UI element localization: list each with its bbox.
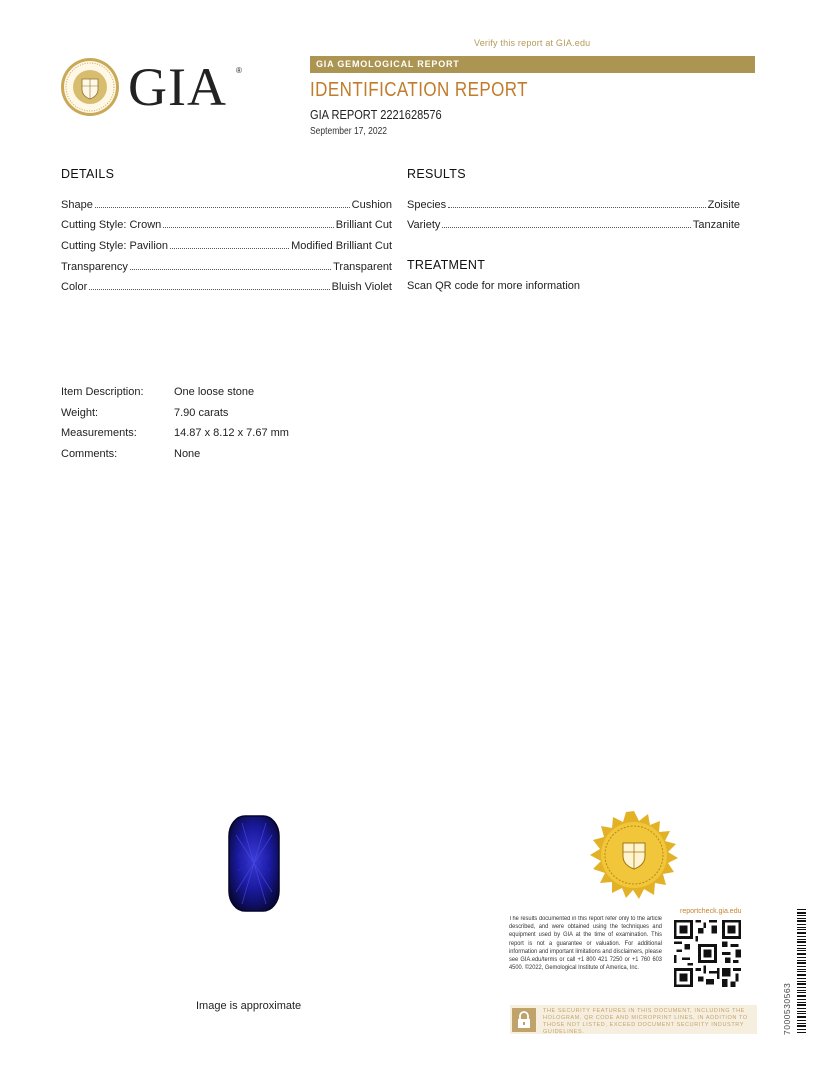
leader-dots <box>130 269 331 270</box>
report-number: GIA REPORT 2221628576 <box>310 107 442 122</box>
item-row <box>61 423 289 444</box>
qr-code-icon[interactable] <box>674 920 741 987</box>
gia-logo-text: GIA <box>128 57 227 117</box>
reportcheck-link[interactable]: reportcheck.gia.edu <box>680 908 742 915</box>
results-section <box>407 167 740 231</box>
item-label: Comments: <box>61 447 118 460</box>
item-value: 7.90 carats <box>174 406 229 419</box>
registered-mark: ® <box>236 66 242 75</box>
treatment-text: Scan QR code for more information <box>407 280 581 292</box>
details-section <box>61 167 392 293</box>
band-title: GIA GEMOLOGICAL REPORT <box>316 59 460 69</box>
details-value: Brilliant Cut <box>335 219 392 232</box>
details-label: Cutting Style: Crown <box>61 219 162 232</box>
results-heading: RESULTS <box>407 167 466 181</box>
details-row <box>61 273 392 294</box>
item-label: Weight: <box>61 406 99 419</box>
results-row <box>407 190 740 211</box>
details-value: Transparent <box>333 260 392 273</box>
leader-dots <box>163 227 333 228</box>
image-caption: Image is approximate <box>196 1000 302 1012</box>
leader-dots <box>95 207 350 208</box>
item-row <box>61 403 289 424</box>
details-value: Bluish Violet <box>331 281 392 294</box>
treatment-heading: TREATMENT <box>407 258 486 272</box>
results-value: Tanzanite <box>692 219 740 232</box>
item-value: None <box>174 447 201 460</box>
leader-dots <box>170 248 289 249</box>
leader-dots <box>448 207 705 208</box>
results-label: Species <box>407 198 447 211</box>
results-value: Zoisite <box>707 198 740 211</box>
details-row <box>61 231 392 252</box>
details-row <box>61 252 392 273</box>
barcode-number: 7000530563 <box>782 982 792 1035</box>
item-row <box>61 382 289 403</box>
item-label: Item Description: <box>61 386 144 399</box>
disclaimer-text: The results documented in this report refer only to the article described, and were obtained using the techniques and equipment used by GIA at the time of examination. This report is not a guarantee or valuation. For additional information and important limitations and disclaimers, please see GIA.edu/terms or call +1 800 421 7250 or +1 760 603 4500. ©2022, Gemological Institute of America, Inc. <box>509 916 662 972</box>
details-heading: DETAILS <box>61 167 115 181</box>
gia-seal-icon <box>60 57 120 117</box>
barcode-icon <box>797 909 806 1033</box>
details-row <box>61 211 392 232</box>
results-row <box>407 211 740 232</box>
item-label: Measurements: <box>61 427 137 440</box>
details-label: Transparency <box>61 260 128 273</box>
lock-icon <box>512 1008 536 1032</box>
item-value: One loose stone <box>174 386 255 399</box>
details-value: Cushion <box>351 198 392 211</box>
details-value: Modified Brilliant Cut <box>291 240 392 253</box>
gem-image <box>228 815 280 912</box>
leader-dots <box>89 289 329 290</box>
details-row <box>61 190 392 211</box>
report-date: September 17, 2022 <box>310 126 388 137</box>
details-label: Color <box>61 281 88 294</box>
verify-link[interactable]: Verify this report at GIA.edu <box>474 38 591 48</box>
details-label: Cutting Style: Pavilion <box>61 240 168 253</box>
leader-dots <box>442 227 690 228</box>
results-label: Variety <box>407 219 441 232</box>
security-notice: THE SECURITY FEATURES IN THIS DOCUMENT, INCLUDING THE HOLOGRAM, QR CODE AND MICROPRINT LINES, IN ADDITION TO THOSE NOT LISTED, EXCEED DOCUMENT SECURITY INDUSTRY GUIDELINES. <box>543 1008 748 1035</box>
item-info <box>61 382 289 464</box>
item-value: 14.87 x 8.12 x 7.67 mm <box>174 427 289 440</box>
gold-seal-icon <box>590 811 678 899</box>
report-title: IDENTIFICATION REPORT <box>310 79 528 101</box>
details-label: Shape <box>61 198 93 211</box>
item-row <box>61 444 289 465</box>
